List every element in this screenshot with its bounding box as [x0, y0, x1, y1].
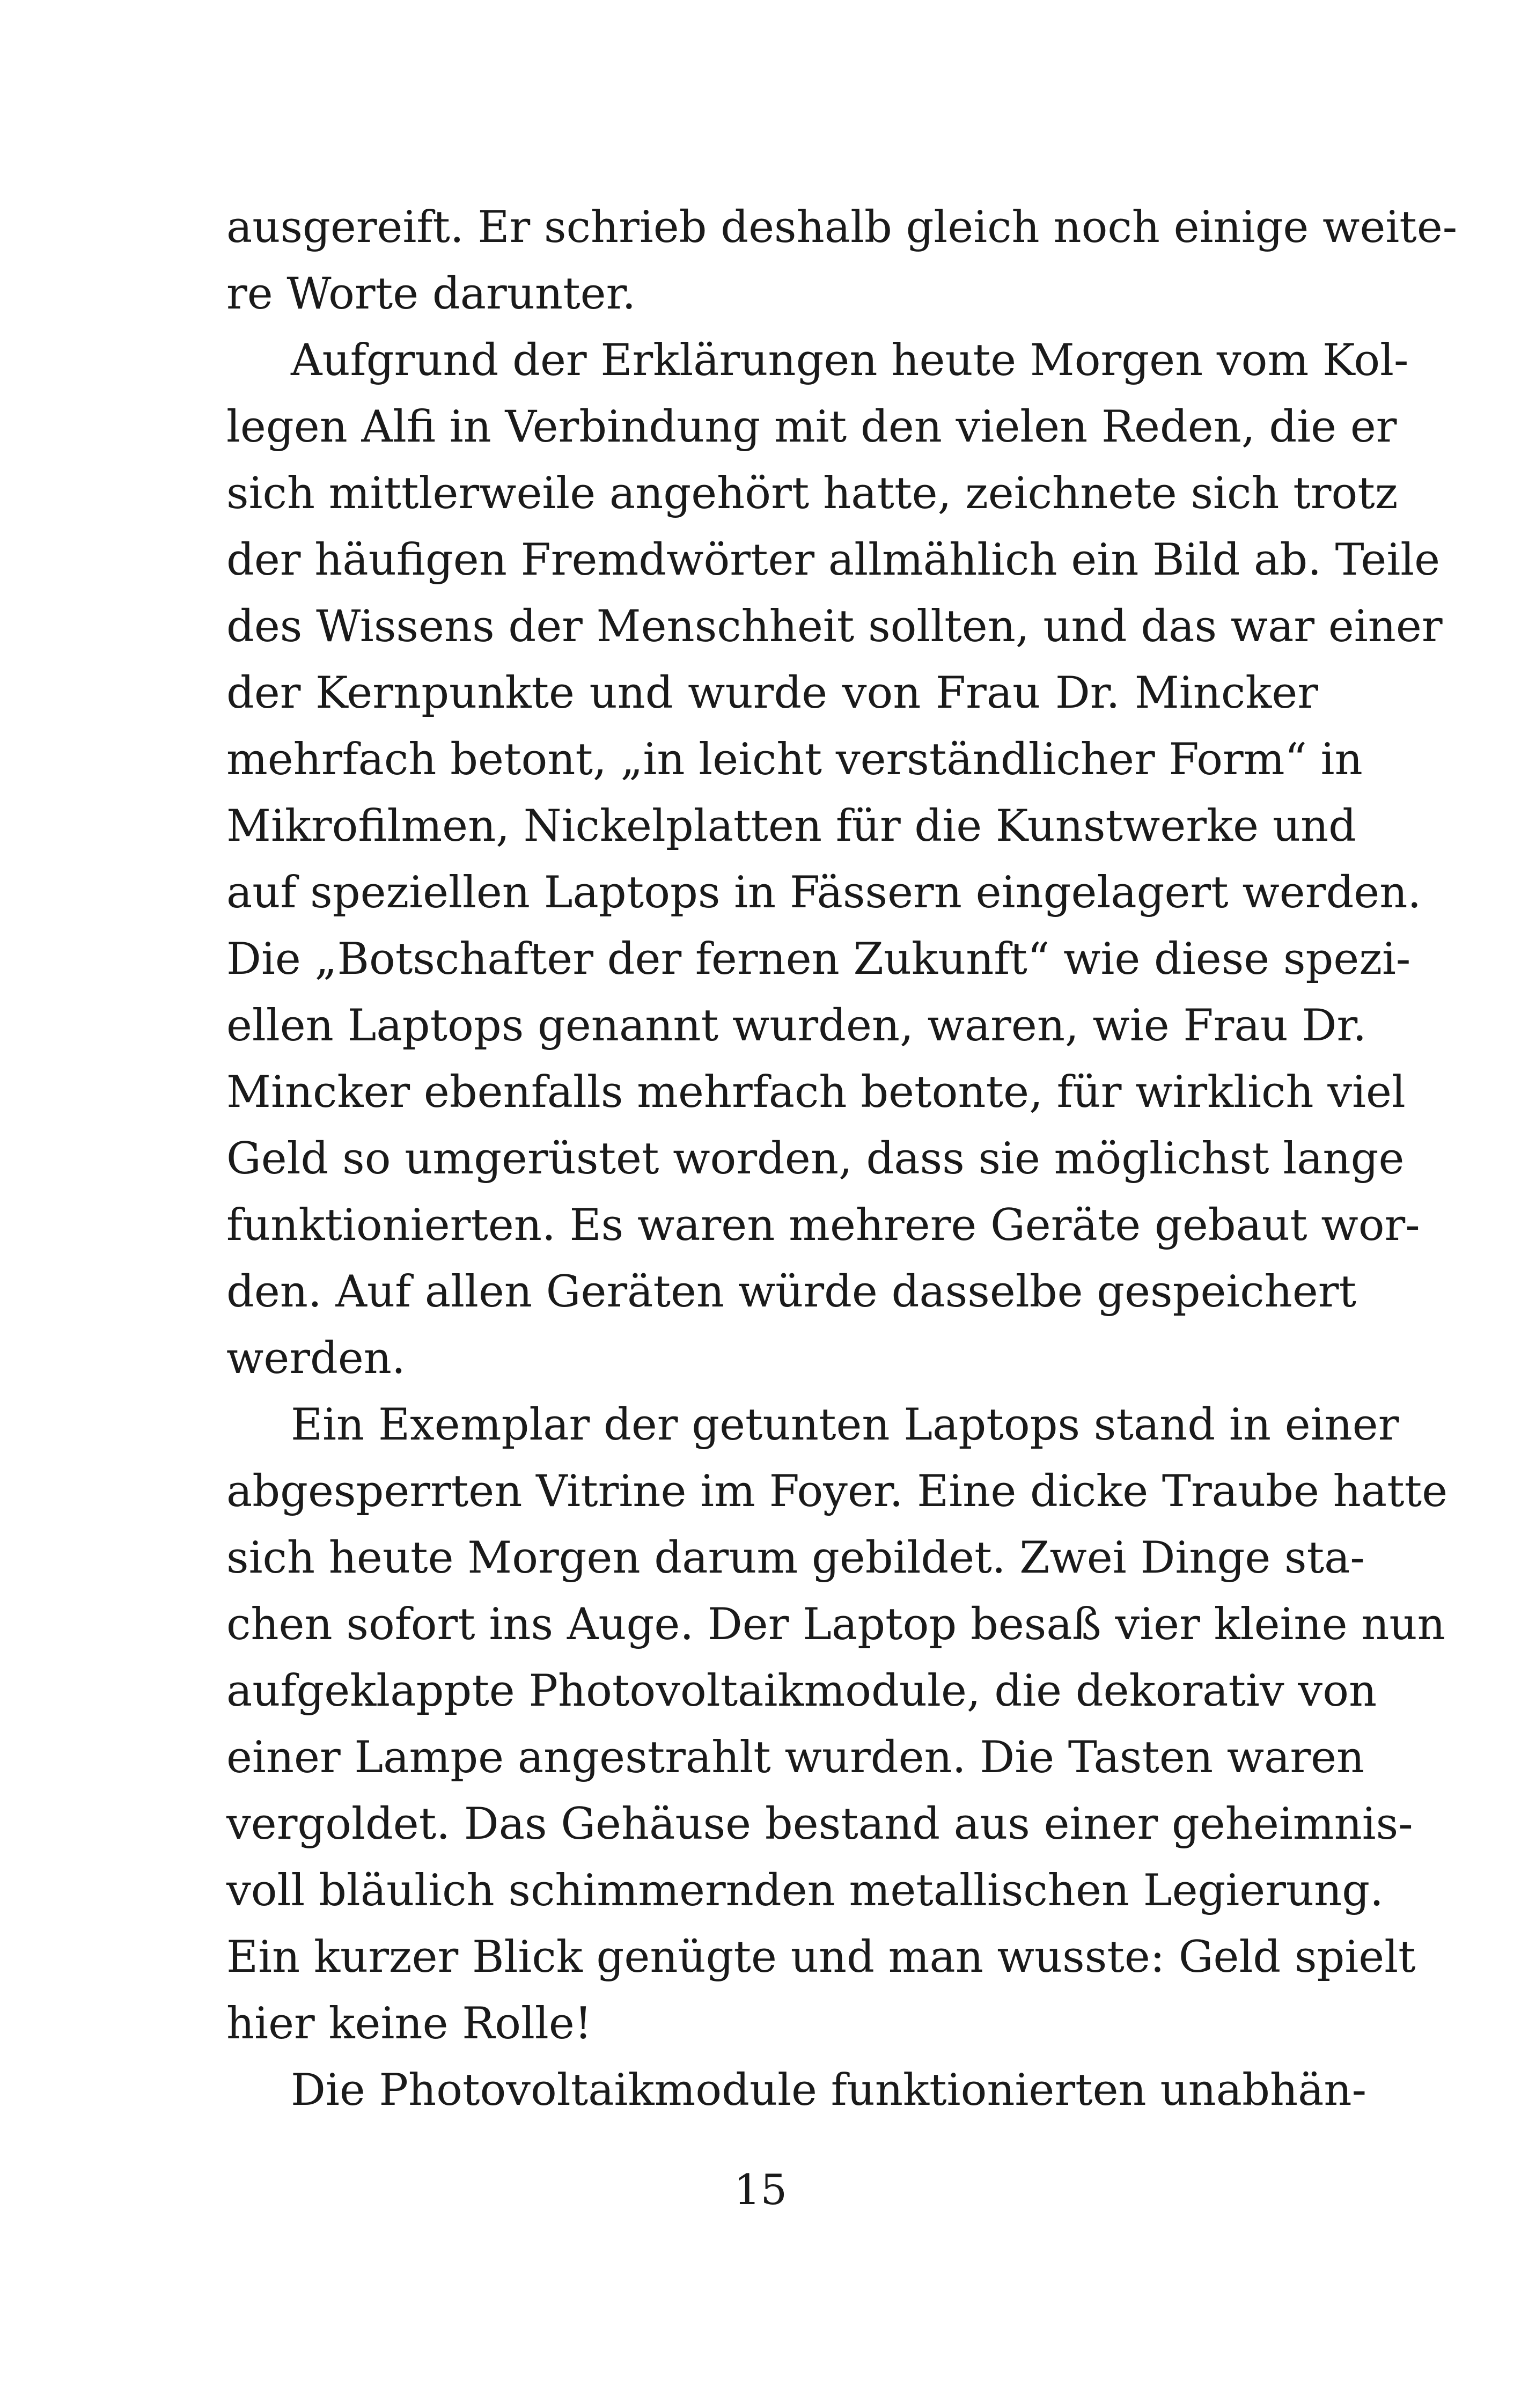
text-line: Die „Botschafter der fernen Zukunft“ wie diese spezi-: [226, 934, 1411, 985]
text-line: Geld so umgerüstet worden, dass sie möglichst lange: [226, 1134, 1405, 1184]
text-line: Mincker ebenfalls mehrfach betonte, für wirklich viel: [226, 1067, 1406, 1118]
text-line: hier keine Rolle!: [226, 1999, 592, 2049]
body-text: [226, 194, 1458, 2124]
text-line: vergoldet. Das Gehäuse bestand aus einer geheimnis-: [226, 1799, 1413, 1849]
text-line: Ein Exemplar der getunten Laptops stand in einer: [291, 1400, 1399, 1450]
text-line: Mikrofilmen, Nickelplatten für die Kunstwerke und: [226, 801, 1356, 851]
text-line: werden.: [226, 1333, 406, 1384]
text-line: ellen Laptops genannt wurden, waren, wie Frau Dr.: [226, 1001, 1367, 1051]
text-line: abgesperrten Vitrine im Foyer. Eine dicke Traube hatte: [226, 1466, 1448, 1517]
text-line: aufgeklappte Photovoltaikmodule, die dekorativ von: [226, 1666, 1377, 1716]
text-line: chen sofort ins Auge. Der Laptop besaß vier kleine nun: [226, 1599, 1445, 1650]
text-line: legen Alfi in Verbindung mit den vielen Reden, die er: [226, 402, 1397, 452]
text-line: mehrfach betont, „in leicht verständlicher Form“ in: [226, 735, 1363, 785]
text-line: des Wissens der Menschheit sollten, und das war einer: [226, 601, 1443, 652]
text-line: Ein kurzer Blick genügte und man wusste: Geld spielt: [226, 1932, 1416, 1983]
text-line: auf speziellen Laptops in Fässern eingelagert werden.: [226, 868, 1422, 918]
text-line: Aufgrund der Erklärungen heute Morgen vom Kol-: [291, 335, 1409, 386]
text-line: Die Photovoltaikmodule funktionierten unabhän-: [291, 2065, 1366, 2116]
text-line: der häufigen Fremdwörter allmählich ein Bild ab. Teile: [226, 535, 1441, 585]
text-line: funktionierten. Es waren mehrere Geräte gebaut wor-: [226, 1200, 1420, 1251]
text-line: re Worte darunter.: [226, 269, 636, 319]
text-line: der Kernpunkte und wurde von Frau Dr. Mincker: [226, 668, 1318, 718]
text-line: einer Lampe angestrahlt wurden. Die Tasten waren: [226, 1732, 1365, 1783]
text-line: den. Auf allen Geräten würde dasselbe gespeichert: [226, 1267, 1357, 1317]
text-line: voll bläulich schimmernden metallischen Legierung.: [226, 1866, 1384, 1916]
text-line: ausgereift. Er schrieb deshalb gleich noch einige weite-: [226, 202, 1458, 253]
text-line: sich heute Morgen darum gebildet. Zwei Dinge sta-: [226, 1533, 1365, 1583]
text-line: sich mittlerweile angehört hatte, zeichnete sich trotz: [226, 468, 1398, 519]
page-number: 15: [733, 2166, 788, 2214]
